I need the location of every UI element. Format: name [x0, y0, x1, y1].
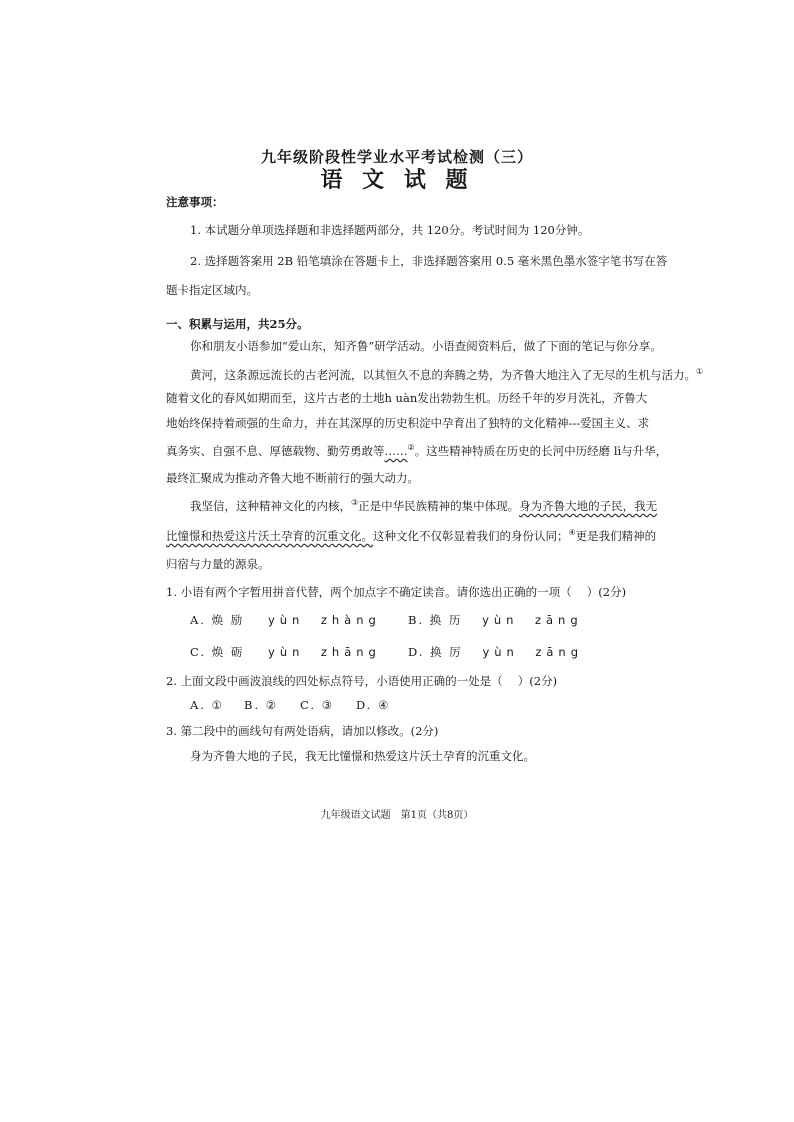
exam-subtitle: 语 文 试 题	[320, 167, 474, 193]
notice-item-2-line-2: 题卡指定区域内。	[166, 283, 258, 297]
q1-option-d	[408, 644, 583, 660]
underlined-sentence-part-1: 身为齐鲁大地的子民，我无	[519, 499, 658, 513]
punct-ellipsis: ……	[384, 444, 408, 458]
q2-option-c: C. ③	[300, 698, 335, 712]
option-label: C. 焕 砺	[190, 645, 245, 659]
passage-p1-line-1	[190, 367, 703, 383]
q1-stem: 1. 小语有两个字暂用拼音代替，两个加点字不确定读音。请你选出正确的一项（ ）(2分)	[166, 585, 627, 599]
underlined-sentence-part-2: 比憧憬和热爱这片沃土孕育的沉重文化。	[166, 529, 373, 543]
mark-4: ④	[568, 528, 576, 538]
passage-text: 这种文化不仅彰显着我们的身份认同；	[373, 529, 569, 543]
passage-text: 更是我们精神的	[575, 529, 657, 543]
passage-p1-line-2: 随着文化的春风如期而至，这片古老的土地h uàn发出勃勃生机。历经千年的岁月洗礼，齐鲁大	[166, 391, 648, 405]
option-pinyin: yùn zāng	[482, 613, 583, 627]
passage-p1-line-3: 地始终保持着顽强的生命力，并在其深厚的历史积淀中孕育出了独特的文化精神---爱国主义、求	[166, 416, 650, 430]
q3-stem: 3. 第二段中的画线句有两处语病，请加以修改。(2分)	[166, 724, 439, 738]
q1-option-a	[190, 612, 381, 628]
option-pinyin: yùn zhàng	[267, 613, 381, 627]
q3-sentence: 身为齐鲁大地的子民，我无比憧憬和热爱这片沃土孕育的沉重文化。	[190, 749, 535, 763]
passage-text: 我坚信，这种精神文化的内核，	[190, 499, 351, 513]
q2-option-d: D. ④	[356, 698, 391, 712]
option-label: B. 换 历	[408, 613, 463, 627]
passage-p1-line-4	[166, 443, 667, 459]
passage-p1-line-5: 最终汇聚成为推动齐鲁大地不断前行的强大动力。	[166, 471, 419, 485]
notice-item-2-line-1: 2. 选择题答案用 2B 铅笔填涂在答题卡上，非选择题答案用 0.5 毫米黑色墨水签字笔书写在答	[190, 254, 668, 268]
option-pinyin: yùn zhāng	[268, 645, 381, 659]
passage-text: 。这些精神特质在历史的长河中历经磨 lì与升华，	[414, 444, 668, 458]
passage-p2-line-1	[190, 498, 657, 514]
passage-text: 黄河，这条源远流长的古老河流，以其恒久不息的奔腾之势，为齐鲁大地注入了无尽的生机与活力。	[190, 368, 696, 382]
option-pinyin: yùn zāng	[482, 645, 583, 659]
passage-p2-line-2	[166, 528, 656, 544]
passage-text: 正是中华民族精神的集中体现。	[358, 499, 520, 513]
mark-1: ①	[696, 367, 704, 377]
q1-option-b	[408, 612, 583, 628]
q2-option-b: B. ②	[244, 698, 279, 712]
q2-stem: 2. 上面文段中画波浪线的四处标点符号，小语使用正确的一处是（ ）(2分)	[166, 674, 558, 688]
notice-heading: 注意事项：	[166, 195, 224, 209]
section1-heading: 一、积累与运用，共25分。	[166, 317, 309, 331]
section1-intro: 你和朋友小语参加“爱山东，知齐鲁”研学活动。小语查阅资料后，做了下面的笔记与你分享。	[190, 339, 662, 353]
q1-option-c	[190, 644, 381, 660]
exam-title: 九年级阶段性学业水平考试检测（三）	[260, 148, 533, 166]
mark-3: ③	[351, 498, 359, 508]
mark-2: ②	[407, 443, 415, 453]
passage-text: 真务实、自强不息、厚德载物、勤劳勇敢等	[166, 444, 385, 458]
q2-option-a: A. ①	[190, 698, 224, 712]
option-label: D. 换 厉	[408, 645, 463, 659]
passage-p2-line-3: 归宿与力量的源泉。	[166, 557, 270, 571]
page-footer: 九年级语文试题 第1页（共8页）	[320, 810, 474, 821]
option-label: A. 焕 励	[190, 613, 245, 627]
notice-item-1: 1. 本试题分单项选择题和非选择题两部分，共 120分。考试时间为 120分钟。	[190, 223, 590, 237]
